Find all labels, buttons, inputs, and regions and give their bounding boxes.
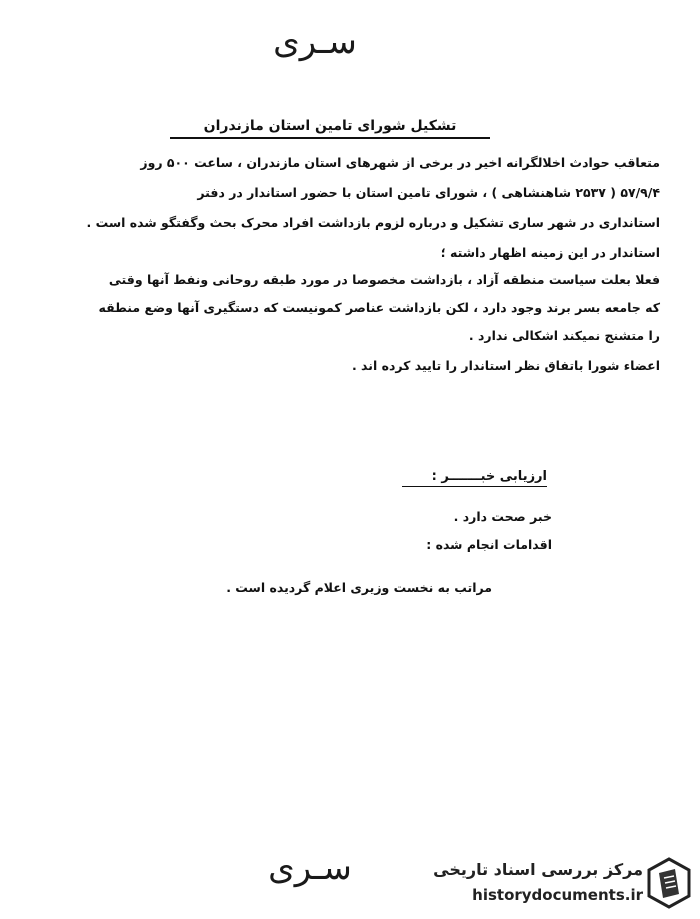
evaluation-heading: ارزیابی خبـــــــر :: [402, 468, 547, 487]
paragraph-1-line-3: استانداری در شهر ساری تشکیل و درباره لزوم بازداشت افراد محرک بحث وگفتگو شده است .: [86, 215, 660, 230]
watermark-text: مرکز بررسی اسناد تاریخی: [433, 860, 643, 879]
paragraph-4-line: اعضاء شورا باتفاق نظر استاندار را تایید کرده اند .: [351, 358, 660, 373]
paragraph-3-line-2: که جامعه بسر برند وجود دارد ، لکن بازداشت عناصر کمونیست که دستگیری آنها وضع منطقه: [98, 300, 660, 315]
actions-taken-label: اقدامات انجام شده :: [426, 537, 552, 552]
paragraph-4: [36, 358, 660, 374]
evaluation-result: خبر صحت دارد .: [453, 509, 552, 524]
paragraph-2-line: استاندار در این زمینه اظهار داشته ؛: [440, 245, 660, 260]
paragraph-3-line-3: را متشنج نمیکند اشکالی ندارد .: [468, 328, 660, 343]
watermark-url: historydocuments.ir: [472, 886, 643, 904]
classification-bottom: سـری: [268, 848, 352, 888]
document-center-logo-icon: [645, 856, 693, 910]
paragraph-1: [36, 155, 660, 245]
actions-taken-detail: مراتب به نخست وزیری اعلام گردیده است .: [226, 580, 492, 595]
document-heading: تشکیل شورای تامین استان مازندران: [170, 116, 490, 139]
classification-top: سـری: [273, 22, 357, 62]
paragraph-2: [36, 245, 660, 261]
paragraph-3-line-1: فعلا بعلت سیاست منطقه آزاد ، بازداشت مخصوصا در مورد طبقه روحانی ونفط آنها وقتی: [108, 272, 660, 287]
paragraph-3: [36, 272, 660, 356]
paragraph-1-line-1: متعاقب حوادث اخلالگرانه اخیر در برخی از شهرهای استان مازندران ، ساعت ۵۰۰ روز: [140, 155, 660, 170]
watermark-stamp: [415, 850, 695, 914]
paragraph-1-line-2: ۵۷/۹/۴ ( ۲۵۳۷ شاهنشاهی ) ، شورای تامین استان با حضور استاندار در دفتر: [197, 185, 660, 200]
